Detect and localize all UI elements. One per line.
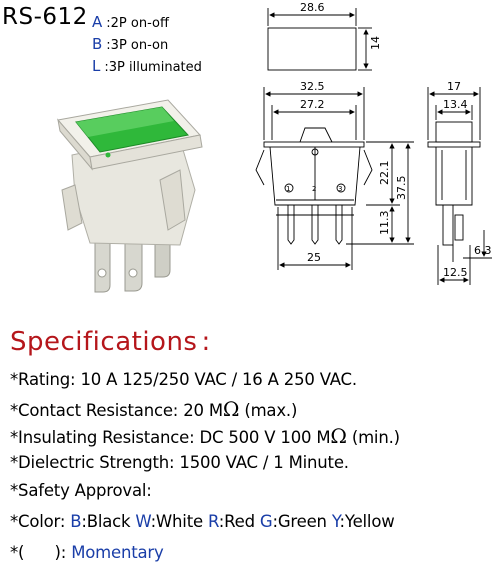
dim-inner-width: 27.2 bbox=[300, 98, 325, 111]
color-name: :Black bbox=[81, 512, 136, 531]
option-text: :2P on-off bbox=[106, 16, 169, 31]
option-a bbox=[92, 14, 169, 32]
color-name: :Yellow bbox=[339, 512, 395, 531]
specifications-title-colon: : bbox=[201, 327, 211, 357]
color-code: B bbox=[70, 512, 82, 531]
dim-side-terminal: 6.3 bbox=[474, 244, 492, 257]
spec-contact-text: *Contact Resistance: 20 M bbox=[10, 401, 223, 420]
spec-contact-resistance bbox=[10, 397, 297, 421]
dimension-drawing bbox=[245, 0, 500, 290]
option-code: A bbox=[92, 13, 103, 31]
spec-contact-suffix: (max.) bbox=[239, 401, 298, 420]
color-code: R bbox=[207, 512, 219, 531]
dim-total-height: 37.5 bbox=[395, 175, 408, 200]
dim-overall-width: 32.5 bbox=[300, 80, 325, 93]
dim-top-height: 14 bbox=[369, 36, 382, 50]
option-code: L bbox=[92, 57, 101, 75]
momentary-text: Momentary bbox=[71, 543, 164, 562]
spec-rating: *Rating: 10 A 125/250 VAC / 16 A 250 VAC. bbox=[10, 370, 357, 389]
option-b bbox=[92, 36, 168, 54]
omega-symbol: Ω bbox=[330, 424, 347, 448]
spec-insulating-resistance bbox=[10, 424, 400, 448]
spec-safety-approval: *Safety Approval: bbox=[10, 481, 152, 500]
dim-side-bottom: 12.5 bbox=[443, 266, 468, 279]
spec-momentary bbox=[10, 543, 164, 562]
spec-insulating-suffix: (min.) bbox=[346, 428, 400, 447]
spec-insulating-text: *Insulating Resistance: DC 500 V 100 M bbox=[10, 428, 331, 447]
option-text: :3P on-on bbox=[106, 38, 169, 53]
dim-side-width: 17 bbox=[447, 80, 461, 93]
option-l bbox=[92, 58, 202, 76]
specifications-title bbox=[10, 327, 211, 357]
option-code: B bbox=[92, 35, 103, 53]
color-code: Y bbox=[331, 512, 340, 531]
momentary-prefix: *( ): bbox=[10, 543, 72, 562]
option-text: :3P illuminated bbox=[104, 60, 202, 75]
dim-bottom-width: 25 bbox=[307, 251, 321, 264]
dim-side-inner-width: 13.4 bbox=[443, 98, 468, 111]
spec-color bbox=[10, 512, 395, 531]
model-name: RS-612 bbox=[2, 4, 88, 30]
spec-color-label: *Color: bbox=[10, 512, 71, 531]
switch-photo bbox=[50, 95, 225, 295]
color-code: W bbox=[135, 512, 151, 531]
color-name: :Red bbox=[218, 512, 260, 531]
spec-dielectric-strength: *Dielectric Strength: 1500 VAC / 1 Minute. bbox=[10, 453, 349, 472]
specifications-title-text: Specifications bbox=[10, 327, 198, 357]
terminal-label: 2 bbox=[312, 185, 317, 193]
dim-top-width: 28.6 bbox=[300, 1, 325, 14]
terminal-label: 3 bbox=[338, 185, 343, 193]
dim-body-height: 22.1 bbox=[378, 160, 391, 185]
color-code: G bbox=[259, 512, 273, 531]
terminal-label: 1 bbox=[286, 185, 291, 193]
dim-terminal-height: 11.3 bbox=[378, 210, 391, 235]
color-name: :White bbox=[150, 512, 208, 531]
color-name: :Green bbox=[272, 512, 332, 531]
omega-symbol: Ω bbox=[222, 397, 240, 421]
